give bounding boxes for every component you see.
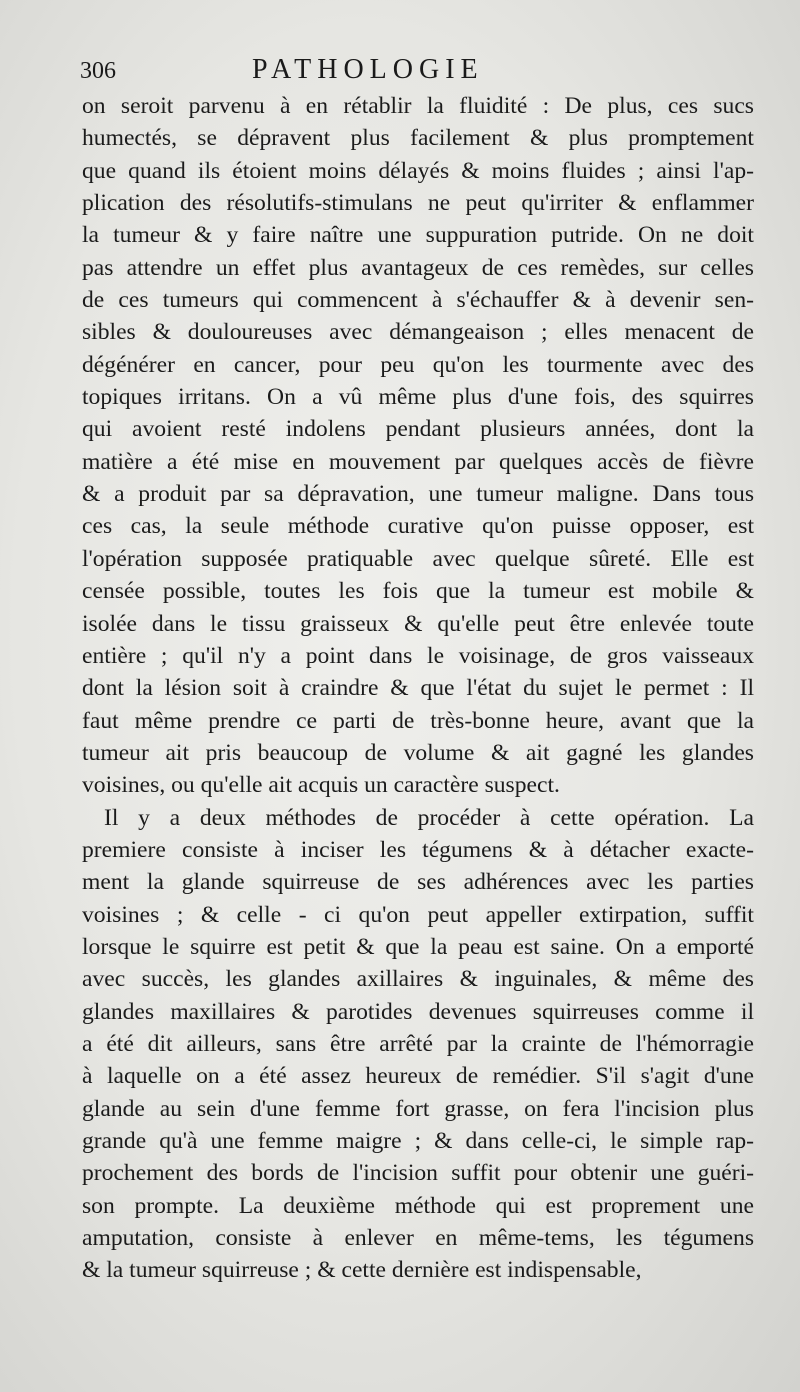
text-line: voisines ; & celle - ci qu'on peut appeller extirpation, suffit [82,901,754,928]
text-line: & a produit par sa dépravation, une tumeur maligne. Dans tous [82,481,754,508]
text-line: isolée dans le tissu graisseux & qu'elle peut être enlevée toute [82,610,754,637]
text-line: grande qu'à une femme maigre ; & dans celle-ci, le simple rap- [82,1128,754,1154]
text-line: sibles & douloureuses avec démangeaison ; elles menacent de [82,319,754,346]
text-line: ment la glande squirreuse de ses adhérences avec les parties [82,869,754,896]
text-line: ces cas, la seule méthode curative qu'on puisse opposer, est [82,513,754,540]
text-line: de ces tumeurs qui commencent à s'échauffer & à devenir sen- [82,287,754,314]
text-line: humectés, se dépravent plus facilement & plus promptement [82,125,754,152]
text-line: tumeur ait pris beaucoup de volume & ait gagné les glandes [82,739,754,766]
text-line: pas attendre un effet plus avantageux de ces remèdes, sur celles [82,254,754,281]
text-line: topiques irritans. On a vû même plus d'une fois, des squirres [82,384,754,411]
text-line: prochement des bords de l'incision suffit pour obtenir une guéri- [82,1160,754,1187]
text-line: son prompte. La deuxième méthode qui est proprement une [82,1192,754,1219]
text-line: & la tumeur squirreuse ; & cette dernière est indispensable, [82,1257,642,1284]
text-line: plication des résolutifs-stimulans ne peut qu'irriter & enflammer [82,190,754,217]
text-line: Il y a deux méthodes de procéder à cette opération. La [104,804,754,831]
page-header [0,52,800,88]
text-line: premiere consiste à inciser les tégumens & à détacher exacte- [82,836,754,863]
text-line: a été dit ailleurs, sans être arrêté par la crainte de l'hémorragie [82,1030,754,1057]
text-line: voisines, ou qu'elle ait acquis un caractère suspect. [82,772,560,799]
text-line: lorsque le squirre est petit & que la peau est saine. On a emporté [82,933,754,960]
text-line: amputation, consiste à enlever en même-tems, les tégumens [82,1225,754,1252]
text-line: on seroit parvenu à en rétablir la fluidité : De plus, ces sucs [82,93,754,119]
text-line: entière ; qu'il n'y a point dans le voisinage, de gros vaisseaux [82,642,754,669]
text-line: l'opération supposée pratiquable avec quelque sûreté. Elle est [82,545,754,572]
text-line: avec succès, les glandes axillaires & inguinales, & même des [82,966,754,993]
body-text [82,90,754,1287]
running-head: PATHOLOGIE [252,54,484,85]
text-line: que quand ils étoient moins délayés & moins fluides ; ainsi l'ap- [82,157,754,184]
paragraph-2 [82,802,754,1287]
text-line: la tumeur & y faire naître une suppuration putride. On ne doit [82,222,754,249]
text-line: matière a été mise en mouvement par quelques accès de fièvre [82,448,754,475]
text-line: faut même prendre ce parti de très-bonne heure, avant que la [82,707,754,734]
paragraph-1 [82,90,754,802]
text-line: dont la lésion soit à craindre & que l'état du sujet le permet : Il [82,675,754,702]
text-line: à laquelle on a été assez heureux de remédier. S'il s'agit d'une [82,1063,754,1090]
text-line: glande au sein d'une femme fort grasse, on fera l'incision plus [82,1095,754,1122]
text-line: qui avoient resté indolens pendant plusieurs années, dont la [82,416,754,443]
text-line: censée possible, toutes les fois que la tumeur est mobile & [82,578,754,605]
page-number: 306 [80,58,116,84]
text-line: dégénérer en cancer, pour peu qu'on les tourmente avec des [82,351,754,378]
text-line: glandes maxillaires & parotides devenues squirreuses comme il [82,998,754,1025]
